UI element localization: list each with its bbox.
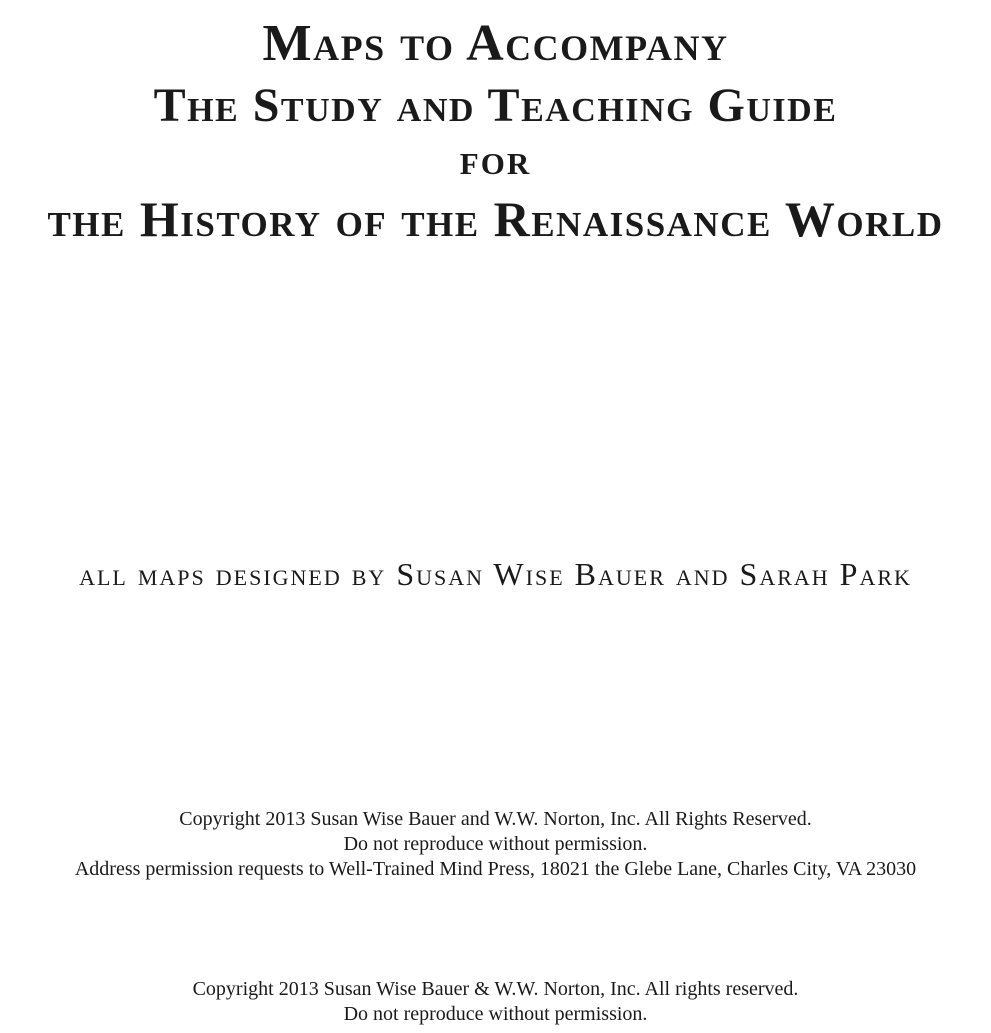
map-credit-line: all maps designed by Susan Wise Bauer and Sarah Park xyxy=(79,556,912,592)
title-line-4: the History of the Renaissance World xyxy=(47,191,944,247)
title-block xyxy=(0,12,991,247)
copyright-1-line-1: Copyright 2013 Susan Wise Bauer and W.W. Norton, Inc. All Rights Reserved. xyxy=(179,808,812,830)
copyright-2-line-1: Copyright 2013 Susan Wise Bauer & W.W. Norton, Inc. All rights reserved. xyxy=(192,978,799,1000)
title-line-1: Maps to Accompany xyxy=(262,15,729,72)
title-line-2: The Study and Teaching Guide xyxy=(153,79,838,132)
copyright-1-line-2: Do not reproduce without permission. xyxy=(343,833,648,855)
copyright-block-2 xyxy=(0,977,991,1027)
copyright-2-line-2: Do not reproduce without permission. xyxy=(343,1003,648,1025)
copyright-1-line-3: Address permission requests to Well-Trained Mind Press, 18021 the Glebe Lane, Charles City, VA 23030 xyxy=(74,858,917,880)
copyright-block-1 xyxy=(0,807,991,882)
title-line-3: for xyxy=(459,135,532,184)
